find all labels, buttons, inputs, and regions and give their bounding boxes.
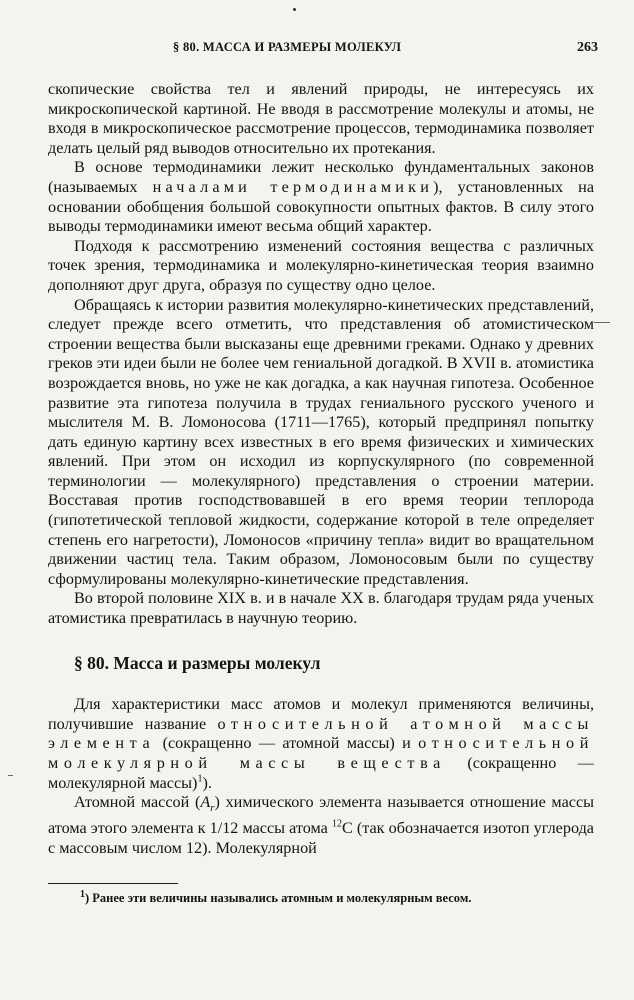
paragraph-2: В основе термодинамики лежит несколько фундаментальных законов (называемых началами термодинамики), установленных на основании обобщения большой совокупности опытных фактов. В силу этого выводы термодинамики имеют весьма общий характер.	[48, 158, 595, 236]
spaced-term-atomic-mass: относительной атомной массы элемента	[48, 714, 594, 753]
paragraph-4: Обращаясь к истории развития молекулярно-кинетических представлений, следует прежде всего отметить, что представления об атомистическом строении вещества были высказаны еще древними греками. Однако у древних греков эти идеи были не более чем гениальной догадкой. В XVII в. атомистика возрождается вновь, но уже не как догадка, а как научная гипотеза. Особенное развитие эта гипотеза получила в трудах гениального русского ученого и мыслителя М. В. Ломоносова (1711—1765), который предпринял попытку дать единую картину всех известных в его время физических и химических явлений. При этом он исходил из корпускулярного (по современной терминологии — молекулярного) представления о строении материи. Восставая против господствовавшей в его время теории теплорода (гипотетической тепловой жидкости, содержание которой в теле определяет степень его нагретости), Ломоносов «причину тепла» видит во вращательном движении частиц тела. Таким образом, Ломоносовым были по существу сформулированы молекулярно-кинетические представления.	[48, 295, 594, 588]
paragraph-3: Подходя к рассмотрению изменений состояния вещества с различных точек зрения, термодинамика и молекулярно-кинетическая теория взаимно дополняют друг друга, образуя по существу одно целое.	[48, 236, 594, 294]
main-text	[48, 80, 594, 858]
paragraph-7: Атомной массой $(A_r)$ химического элемента называется отношение массы атома этого элемента к 1/12 массы атома $^{12}$C (так обозначается изотоп углерода с массовым числом 12). Молекулярной	[48, 793, 594, 857]
footnote-marker: 1	[80, 888, 85, 900]
print-speck	[293, 8, 296, 11]
spaced-term-thermodynamics: началами термодинамики	[152, 177, 434, 196]
paragraph-6: Для характеристики масс атомов и молекул применяются величины, получившие название относительной атомной массы элемента (сокращенно — атомной массы) и относительной молекулярной массы вещества (сокращенно — молекулярной массы)$^1$).	[48, 695, 594, 792]
symbol-A: A	[200, 793, 211, 812]
footnote-divider	[48, 883, 178, 884]
footnote	[80, 888, 600, 906]
margin-mark-left	[8, 775, 13, 776]
page-number: 263	[577, 40, 598, 55]
footnote-reference[interactable]: 1	[197, 773, 203, 785]
running-header-title: § 80. МАССА И РАЗМЕРЫ МОЛЕКУЛ	[173, 40, 402, 54]
margin-mark	[594, 322, 610, 323]
footnote-text: ) Ранее эти величины назывались атомным и молекулярным весом.	[85, 891, 472, 905]
section-heading: § 80. Масса и размеры молекул	[74, 652, 321, 673]
spaced-term-molecular-mass: относительной молекулярной массы вещества	[48, 734, 594, 772]
running-header	[48, 40, 598, 60]
symbol-subscript-r: r	[210, 802, 215, 815]
paragraph-1: скопические свойства тел и явлений природы, не интересуясь их микроскопической картиной. Не вводя в рассмотрение молекулы и атомы, не входя в микроскопическое рассмотрение процессов, термодинамика позволяет делать целый ряд выводов относительно их протекания.	[48, 80, 594, 157]
isotope-mass-number: 12	[331, 818, 342, 830]
paragraph-5: Во второй половине XIX в. и в начале XX в. благодаря трудам ряда ученых атомистика превратилась в научную теорию.	[48, 589, 594, 628]
